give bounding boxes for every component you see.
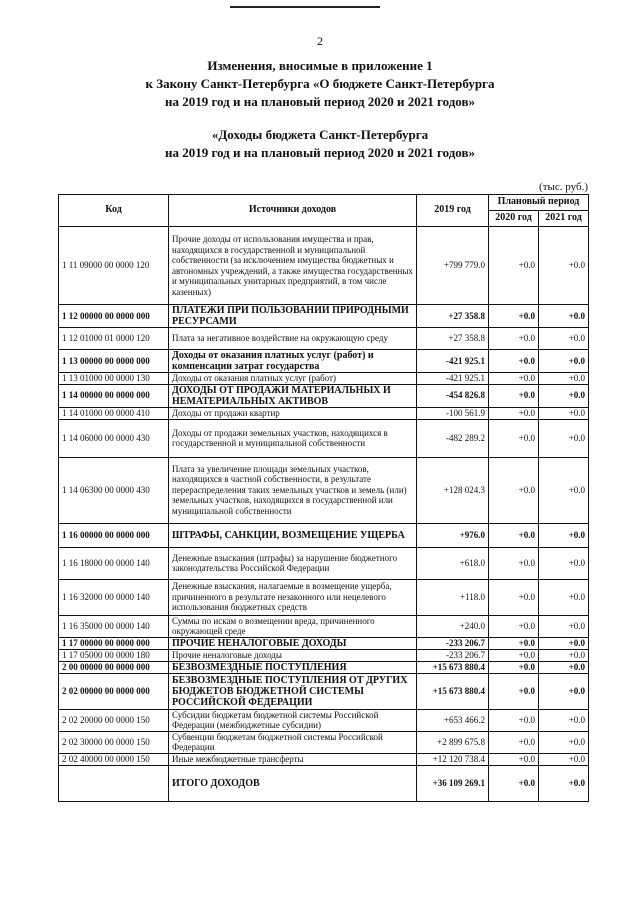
amendment-heading-line: Изменения, вносимые в приложение 1 [207, 58, 433, 73]
value-2019-cell: +36 109 269.1 [417, 765, 489, 801]
top-rule [230, 6, 380, 8]
value-2021-cell: +0.0 [539, 579, 589, 615]
source-cell: Доходы от продажи квартир [169, 407, 417, 419]
value-2020-cell: +0.0 [489, 753, 539, 765]
value-2021-cell: +0.0 [539, 765, 589, 801]
revenue-table [58, 194, 589, 802]
value-2021-cell: +0.0 [539, 419, 589, 457]
value-2021-cell: +0.0 [539, 407, 589, 419]
value-2020-cell: +0.0 [489, 373, 539, 385]
value-2019-cell: +27 358.8 [417, 328, 489, 350]
value-2021-cell: +0.0 [539, 227, 589, 305]
value-2020-cell: +0.0 [489, 661, 539, 673]
value-2021-cell: +0.0 [539, 649, 589, 661]
header-source: Источники доходов [169, 195, 417, 227]
value-2020-cell: +0.0 [489, 350, 539, 373]
value-2021-cell: +0.0 [539, 731, 589, 753]
source-cell: Доходы от оказания платных услуг (работ) [169, 373, 417, 385]
table-row [59, 709, 589, 731]
unit-label: (тыс. руб.) [539, 181, 588, 193]
source-cell: Субсидии бюджетам бюджетной системы Российской Федерации (межбюджетные субсидии) [169, 709, 417, 731]
value-2019-cell: -482 289.2 [417, 419, 489, 457]
value-2020-cell: +0.0 [489, 615, 539, 637]
code-cell: 1 14 01000 00 0000 410 [59, 407, 169, 419]
table-row [59, 753, 589, 765]
source-cell: Прочие неналоговые доходы [169, 649, 417, 661]
value-2021-cell: +0.0 [539, 547, 589, 579]
source-cell: Плата за негативное воздействие на окружающую среду [169, 328, 417, 350]
table-row [59, 457, 589, 523]
value-2020-cell: +0.0 [489, 419, 539, 457]
value-2019-cell: -233 206.7 [417, 637, 489, 649]
value-2019-cell: +15 673 880.4 [417, 661, 489, 673]
value-2020-cell: +0.0 [489, 523, 539, 547]
source-cell: Субвенции бюджетам бюджетной системы Российской Федерации [169, 731, 417, 753]
value-2019-cell: +12 120 738.4 [417, 753, 489, 765]
source-cell: Денежные взыскания, налагаемые в возмещение ущерба, причиненного в результате незаконного или нецелевого использования бюджетных средств [169, 579, 417, 615]
value-2021-cell: +0.0 [539, 709, 589, 731]
table-row [59, 579, 589, 615]
source-cell: Плата за увеличение площади земельных участков, находящихся в частной собственности, в результате перераспределения таких земельных участков и земель (или) земельных участков, находящихся в государственной или муниципальной собственности [169, 457, 417, 523]
table-row [59, 419, 589, 457]
value-2019-cell: +27 358.8 [417, 305, 489, 328]
table-row [59, 373, 589, 385]
table-row [59, 227, 589, 305]
code-cell: 1 12 00000 00 0000 000 [59, 305, 169, 328]
source-cell: Прочие доходы от использования имущества и прав, находящихся в государственной и муниципальной собственности (за исключением имущества бюджетных и автономных учреждений, а также имущества государственных и муниципальных унитарных предприятий, в том числе казенных) [169, 227, 417, 305]
table-row [59, 350, 589, 373]
value-2021-cell: +0.0 [539, 384, 589, 407]
value-2019-cell: +240.0 [417, 615, 489, 637]
source-cell: Иные межбюджетные трансферты [169, 753, 417, 765]
value-2019-cell: +2 899 675.8 [417, 731, 489, 753]
code-cell: 2 02 30000 00 0000 150 [59, 731, 169, 753]
code-cell: 1 16 00000 00 0000 000 [59, 523, 169, 547]
table-row [59, 649, 589, 661]
code-cell: 2 02 40000 00 0000 150 [59, 753, 169, 765]
value-2021-cell: +0.0 [539, 373, 589, 385]
amendment-heading-line: к Закону Санкт-Петербурга «О бюджете Санкт-Петербурга [145, 76, 495, 91]
value-2019-cell: -233 206.7 [417, 649, 489, 661]
value-2021-cell: +0.0 [539, 673, 589, 709]
table-row [59, 615, 589, 637]
value-2020-cell: +0.0 [489, 457, 539, 523]
page-number: 2 [317, 34, 323, 48]
value-2020-cell: +0.0 [489, 673, 539, 709]
source-cell: Доходы от оказания платных услуг (работ) и компенсации затрат государства [169, 350, 417, 373]
value-2021-cell: +0.0 [539, 457, 589, 523]
table-title-line: на 2019 год и на плановый период 2020 и 2021 годов» [164, 145, 475, 160]
value-2021-cell: +0.0 [539, 350, 589, 373]
value-2020-cell: +0.0 [489, 649, 539, 661]
value-2020-cell: +0.0 [489, 305, 539, 328]
value-2020-cell: +0.0 [489, 637, 539, 649]
table-row [59, 765, 589, 801]
value-2019-cell: -421 925.1 [417, 373, 489, 385]
amendment-heading [0, 57, 640, 111]
table-row [59, 305, 589, 328]
header-planned-period: Плановый период [489, 195, 589, 211]
value-2020-cell: +0.0 [489, 227, 539, 305]
value-2020-cell: +0.0 [489, 765, 539, 801]
table-row [59, 328, 589, 350]
code-cell: 2 00 00000 00 0000 000 [59, 661, 169, 673]
code-cell: 1 16 32000 00 0000 140 [59, 579, 169, 615]
value-2020-cell: +0.0 [489, 547, 539, 579]
source-cell: БЕЗВОЗМЕЗДНЫЕ ПОСТУПЛЕНИЯ [169, 661, 417, 673]
value-2021-cell: +0.0 [539, 523, 589, 547]
table-row [59, 673, 589, 709]
value-2020-cell: +0.0 [489, 328, 539, 350]
code-cell: 1 12 01000 01 0000 120 [59, 328, 169, 350]
table-row [59, 547, 589, 579]
code-cell: 1 14 06000 00 0000 430 [59, 419, 169, 457]
header-code: Код [59, 195, 169, 227]
table-row [59, 637, 589, 649]
source-cell: Суммы по искам о возмещении вреда, причиненного окружающей среде [169, 615, 417, 637]
value-2020-cell: +0.0 [489, 407, 539, 419]
header-2021: 2021 год [539, 211, 589, 227]
value-2021-cell: +0.0 [539, 637, 589, 649]
header-2019: 2019 год [417, 195, 489, 227]
table-row [59, 384, 589, 407]
source-cell: ШТРАФЫ, САНКЦИИ, ВОЗМЕЩЕНИЕ УЩЕРБА [169, 523, 417, 547]
code-cell: 1 17 05000 00 0000 180 [59, 649, 169, 661]
value-2020-cell: +0.0 [489, 384, 539, 407]
table-title-line: «Доходы бюджета Санкт-Петербурга [211, 127, 429, 142]
value-2021-cell: +0.0 [539, 305, 589, 328]
value-2020-cell: +0.0 [489, 579, 539, 615]
value-2019-cell: -421 925.1 [417, 350, 489, 373]
value-2019-cell: +799 779.0 [417, 227, 489, 305]
code-cell: 1 14 06300 00 0000 430 [59, 457, 169, 523]
value-2021-cell: +0.0 [539, 615, 589, 637]
value-2019-cell: +128 024.3 [417, 457, 489, 523]
value-2019-cell: +653 466.2 [417, 709, 489, 731]
value-2019-cell: +618.0 [417, 547, 489, 579]
value-2020-cell: +0.0 [489, 731, 539, 753]
value-2021-cell: +0.0 [539, 661, 589, 673]
source-cell: ДОХОДЫ ОТ ПРОДАЖИ МАТЕРИАЛЬНЫХ И НЕМАТЕРИАЛЬНЫХ АКТИВОВ [169, 384, 417, 407]
code-cell: 1 11 09000 00 0000 120 [59, 227, 169, 305]
value-2021-cell: +0.0 [539, 328, 589, 350]
code-cell [59, 765, 169, 801]
value-2020-cell: +0.0 [489, 709, 539, 731]
code-cell: 2 02 20000 00 0000 150 [59, 709, 169, 731]
source-cell: Денежные взыскания (штрафы) за нарушение бюджетного законодательства Российской Федерации [169, 547, 417, 579]
table-title [0, 126, 640, 162]
source-cell: ПЛАТЕЖИ ПРИ ПОЛЬЗОВАНИИ ПРИРОДНЫМИ РЕСУРСАМИ [169, 305, 417, 328]
source-cell: БЕЗВОЗМЕЗДНЫЕ ПОСТУПЛЕНИЯ ОТ ДРУГИХ БЮДЖЕТОВ БЮДЖЕТНОЙ СИСТЕМЫ РОССИЙСКОЙ ФЕДЕРАЦИИ [169, 673, 417, 709]
value-2019-cell: +976.0 [417, 523, 489, 547]
code-cell: 1 16 35000 00 0000 140 [59, 615, 169, 637]
amendment-heading-line: на 2019 год и на плановый период 2020 и 2021 годов» [164, 94, 475, 109]
source-cell: Доходы от продажи земельных участков, находящихся в государственной и муниципальной собственности [169, 419, 417, 457]
table-row [59, 731, 589, 753]
table-body [59, 227, 589, 802]
table-row [59, 407, 589, 419]
value-2019-cell: -454 826.8 [417, 384, 489, 407]
value-2019-cell: +15 673 880.4 [417, 673, 489, 709]
code-cell: 2 02 00000 00 0000 000 [59, 673, 169, 709]
code-cell: 1 13 00000 00 0000 000 [59, 350, 169, 373]
code-cell: 1 16 18000 00 0000 140 [59, 547, 169, 579]
code-cell: 1 14 00000 00 0000 000 [59, 384, 169, 407]
value-2021-cell: +0.0 [539, 753, 589, 765]
table-row [59, 523, 589, 547]
value-2019-cell: -100 561.9 [417, 407, 489, 419]
code-cell: 1 17 00000 00 0000 000 [59, 637, 169, 649]
source-cell: ИТОГО ДОХОДОВ [169, 765, 417, 801]
table-row [59, 661, 589, 673]
code-cell: 1 13 01000 00 0000 130 [59, 373, 169, 385]
header-2020: 2020 год [489, 211, 539, 227]
value-2019-cell: +118.0 [417, 579, 489, 615]
source-cell: ПРОЧИЕ НЕНАЛОГОВЫЕ ДОХОДЫ [169, 637, 417, 649]
